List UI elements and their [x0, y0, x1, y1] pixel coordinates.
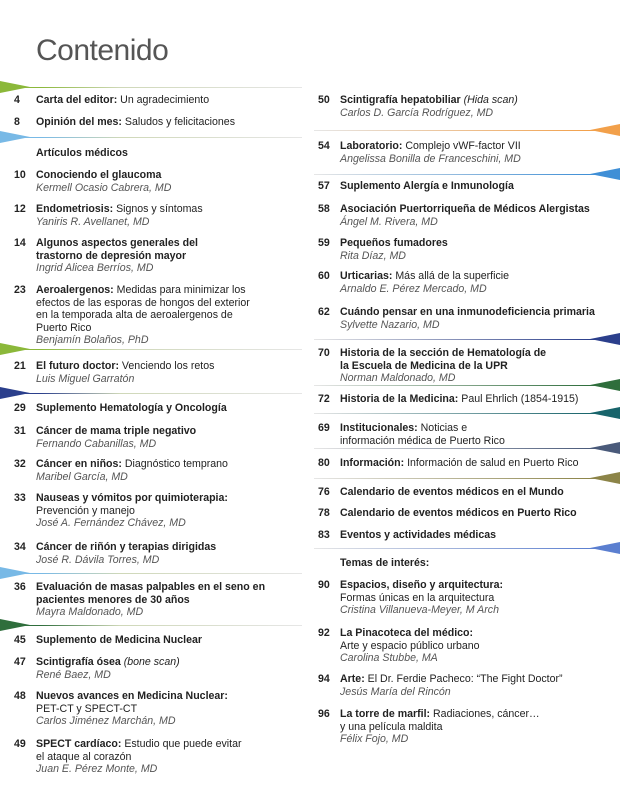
entry-line: Formas únicas en la arquitectura [340, 591, 495, 604]
entry-title: Cáncer en niños: [36, 458, 122, 470]
entry-body [36, 492, 301, 530]
entry-heading [340, 306, 610, 319]
entry-subtitle: Venciendo los retos [118, 360, 215, 372]
entry-body [340, 140, 610, 165]
entry-title: Información: [340, 457, 405, 469]
entry-heading [36, 169, 301, 182]
entry-body [36, 634, 301, 647]
entry-author: Carlos D. García Rodríguez, MD [340, 106, 494, 119]
entry-heading [36, 237, 301, 250]
entry-title: Opinión del mes: [36, 116, 122, 128]
entry-heading [36, 541, 301, 554]
entry-body [36, 425, 301, 450]
entry-body [36, 284, 301, 347]
entry-heading [340, 393, 610, 406]
color-tab [590, 168, 620, 180]
page-number: 78 [318, 507, 330, 519]
section-heading: Artículos médicos [36, 147, 128, 159]
entry-subtitle: Complejo vWF-factor VII [402, 140, 521, 152]
page-number: 49 [14, 738, 26, 750]
entry-subtitle: Medidas para minimizar los [113, 284, 246, 296]
entry-author: Sylvette Nazario, MD [340, 318, 440, 331]
entry-title: Evaluación de masas palpables en el seno en [36, 581, 266, 593]
entry-author: José A. Fernández Chávez, MD [36, 517, 186, 529]
entry-title: SPECT cardíaco: [36, 738, 122, 750]
color-tab [0, 343, 30, 355]
entry-author: Maribel García, MD [36, 470, 128, 483]
color-tab [590, 333, 620, 345]
divider [0, 137, 302, 138]
entry-author: Carolina Stubbe, MA [340, 652, 438, 664]
entry-body [36, 94, 301, 107]
entry-author: René Baez, MD [36, 668, 111, 681]
entry-author: Fernando Cabanillas, MD [36, 437, 157, 450]
section-heading: Temas de interés: [340, 557, 430, 569]
entry-body [36, 169, 301, 194]
color-tab [0, 567, 30, 579]
page-number: 69 [318, 422, 330, 434]
entry-heading [340, 347, 610, 360]
entry-title: Institucionales: [340, 422, 418, 434]
page-number: 76 [318, 486, 330, 498]
entry-heading [36, 634, 301, 647]
page-title: Contenido [36, 34, 169, 67]
page-number: 21 [14, 360, 26, 372]
page-number: 59 [318, 237, 330, 249]
entry-subtitle: (bone scan) [120, 656, 180, 668]
entry-heading [340, 708, 610, 721]
entry-author: Luis Miguel Garratón [36, 372, 135, 385]
page-number: 94 [318, 673, 330, 685]
entry-body [340, 579, 610, 617]
page-number: 12 [14, 203, 26, 215]
entry-body [36, 116, 301, 129]
entry-heading [36, 738, 301, 751]
entry-title: La Pinacoteca del médico: [340, 627, 474, 639]
page-number: 58 [318, 203, 330, 215]
entry-subtitle: (Hida scan) [460, 94, 518, 106]
divider [314, 339, 620, 340]
entry-title: Asociación Puertorriqueña de Médicos Alergistas [340, 203, 590, 215]
entry-title: Cáncer de riñón y terapias dirigidas [36, 541, 217, 553]
entry-title: Suplemento Hematología y Oncología [36, 402, 227, 414]
entry-body [340, 457, 610, 470]
entry-author: Ángel M. Rivera, MD [340, 215, 438, 228]
entry-body [36, 237, 301, 275]
entry-title: Scintigrafía hepatobiliar [340, 94, 461, 106]
page-number: 4 [14, 94, 20, 106]
entry-title: Arte: [340, 673, 365, 685]
entry-heading [36, 116, 301, 129]
entry-author: Angelissa Bonilla de Franceschini, MD [340, 152, 521, 165]
page-number: 92 [318, 627, 330, 639]
color-tab [0, 387, 30, 399]
entry-line: el ataque al corazón [36, 750, 132, 763]
color-tab [0, 81, 30, 93]
entry-title: Eventos y actividades médicas [340, 529, 497, 541]
entry-body [340, 507, 610, 520]
entry-title: Carta del editor: [36, 94, 118, 106]
entry-heading [36, 656, 301, 669]
entry-title: Calendario de eventos médicos en el Mundo [340, 486, 564, 498]
entry-heading [340, 180, 610, 193]
entry-author: Rita Díaz, MD [340, 249, 406, 262]
entry-heading [340, 579, 610, 592]
entry-title: Espacios, diseño y arquitectura: [340, 579, 504, 591]
entry-title: Aeroalergenos: [36, 284, 114, 296]
entry-subtitle: Radiaciones, cáncer… [430, 708, 540, 720]
entry-line: y una película maldita [340, 720, 443, 733]
entry-line: Arte y espacio público urbano [340, 639, 480, 652]
entry-line: pacientes menores de 30 años [36, 593, 190, 606]
entry-author: Juan E. Pérez Monte, MD [36, 763, 158, 775]
entry-author: Cristina Villanueva-Meyer, M Arch [340, 604, 499, 616]
entry-subtitle: Paul Ehrlich (1854-1915) [458, 393, 579, 405]
entry-author: Jesús María del Rincón [340, 685, 451, 698]
entry-heading [340, 422, 610, 435]
entry-heading [340, 673, 610, 686]
entry-title: Conociendo el glaucoma [36, 169, 162, 181]
divider [0, 349, 302, 350]
entry-title: Pequeños fumadores [340, 237, 448, 249]
divider [314, 478, 620, 479]
entry-title: La torre de marfil: [340, 708, 431, 720]
page-number: 72 [318, 393, 330, 405]
entry-author: Mayra Maldonado, MD [36, 606, 144, 618]
entry-title: Historia de la sección de Hematología de [340, 347, 547, 359]
entry-heading [36, 581, 301, 594]
color-tab [0, 619, 30, 631]
entry-author: Norman Maldonado, MD [340, 372, 456, 384]
page-number: 8 [14, 116, 20, 128]
entry-line: Prevención y manejo [36, 504, 135, 517]
page-number: 32 [14, 458, 26, 470]
entry-line: efectos de las esporas de hongos del exterior [36, 296, 250, 309]
color-tab [590, 542, 620, 554]
divider [314, 174, 620, 175]
entry-body [340, 673, 610, 698]
page-number: 60 [318, 270, 330, 282]
entry-line: información médica de Puerto Rico [340, 434, 505, 447]
entry-line: en la temporada alta de aeroalergenos de [36, 309, 233, 321]
page-number: 50 [318, 94, 330, 106]
entry-line: Puerto Rico [36, 321, 92, 334]
divider [314, 385, 620, 386]
divider [314, 413, 620, 414]
entry-title: El futuro doctor: [36, 360, 119, 372]
entry-heading [340, 507, 610, 520]
entry-body [340, 306, 610, 331]
entry-body [340, 627, 610, 665]
entry-heading [340, 486, 610, 499]
entry-body [36, 402, 301, 415]
entry-body [36, 360, 301, 385]
entry-heading [340, 270, 610, 283]
entry-body [340, 708, 610, 746]
entry-subtitle: Información de salud en Puerto Rico [404, 457, 579, 469]
entry-body [340, 486, 610, 499]
entry-author: José R. Dávila Torres, MD [36, 553, 160, 566]
entry-heading [36, 492, 301, 505]
entry-subtitle: Saludos y felicitaciones [121, 116, 235, 128]
entry-subtitle: El Dr. Ferdie Pacheco: “The Fight Doctor” [364, 673, 563, 685]
entry-heading [36, 94, 301, 107]
entry-body [36, 738, 301, 776]
entry-subtitle: Estudio que puede evitar [121, 738, 242, 750]
entry-body [340, 347, 610, 385]
divider [314, 548, 620, 549]
entry-body [340, 180, 610, 193]
entry-body [36, 690, 301, 728]
page-number: 10 [14, 169, 26, 181]
entry-title: Scintigrafía ósea [36, 656, 121, 668]
entry-title: Historia de la Medicina: [340, 393, 459, 405]
page-number: 36 [14, 581, 26, 593]
entry-author: Kermell Ocasio Cabrera, MD [36, 181, 172, 194]
entry-author: Benjamín Bolaños, PhD [36, 334, 149, 346]
entry-heading [36, 360, 301, 373]
entry-heading [340, 237, 610, 250]
entry-subtitle: Signos y síntomas [113, 203, 203, 215]
entry-heading [340, 529, 610, 542]
entry-author: Félix Fojo, MD [340, 733, 409, 745]
color-tab [590, 124, 620, 136]
entry-title: Algunos aspectos generales del [36, 237, 198, 249]
entry-body [36, 581, 301, 619]
entry-title: Calendario de eventos médicos en Puerto Rico [340, 507, 577, 519]
entry-heading [340, 457, 610, 470]
page-number: 57 [318, 180, 330, 192]
color-tab [590, 407, 620, 419]
entry-heading [36, 402, 301, 415]
page-number: 29 [14, 402, 26, 414]
entry-line: trastorno de depresión mayor [36, 249, 187, 262]
entry-body [36, 541, 301, 566]
entry-title: Urticarias: [340, 270, 393, 282]
entry-body [340, 270, 610, 295]
color-tab [0, 131, 30, 143]
page-number: 31 [14, 425, 26, 437]
entry-title: Cuándo pensar en una inmunodeficiencia primaria [340, 306, 595, 318]
entry-heading [340, 203, 610, 216]
entry-author: Yaniris R. Avellanet, MD [36, 215, 150, 228]
divider [314, 130, 620, 131]
entry-title: Nuevos avances en Medicina Nuclear: [36, 690, 228, 702]
entry-heading [340, 140, 610, 153]
page-number: 62 [318, 306, 330, 318]
entry-line: PET-CT y SPECT-CT [36, 702, 138, 715]
divider [0, 393, 302, 394]
page-number: 48 [14, 690, 26, 702]
page-number: 80 [318, 457, 330, 469]
entry-title: Suplemento Alergía e Inmunología [340, 180, 514, 192]
entry-author: Ingrid Alicea Berríos, MD [36, 262, 154, 274]
page-number: 83 [318, 529, 330, 541]
page-number: 47 [14, 656, 26, 668]
color-tab [590, 472, 620, 484]
page-number: 54 [318, 140, 330, 152]
entry-heading [340, 94, 610, 107]
entry-subtitle: Un agradecimiento [117, 94, 210, 106]
entry-body [36, 656, 301, 681]
entry-body [340, 529, 610, 542]
entry-subtitle: Diagnóstico temprano [121, 458, 228, 470]
entry-title: Suplemento de Medicina Nuclear [36, 634, 203, 646]
page-number: 23 [14, 284, 26, 296]
entry-heading [36, 690, 301, 703]
page-number: 90 [318, 579, 330, 591]
entry-subtitle: Más allá de la superficie [392, 270, 509, 282]
entry-heading [36, 458, 301, 471]
entry-title: Cáncer de mama triple negativo [36, 425, 197, 437]
entry-author: Arnaldo E. Pérez Mercado, MD [340, 282, 487, 295]
page-number: 70 [318, 347, 330, 359]
entry-title: Nauseas y vómitos por quimioterapia: [36, 492, 228, 504]
entry-heading [36, 203, 301, 216]
page-number: 33 [14, 492, 26, 504]
page-number: 14 [14, 237, 26, 249]
entry-body [340, 237, 610, 262]
entry-title: Laboratorio: [340, 140, 403, 152]
entry-heading [36, 425, 301, 438]
entry-line: la Escuela de Medicina de la UPR [340, 359, 508, 372]
entry-subtitle: Noticias e [417, 422, 468, 434]
divider [0, 625, 302, 626]
entry-body [36, 458, 301, 483]
entry-body [340, 94, 610, 119]
page-number: 34 [14, 541, 26, 553]
entry-body [340, 393, 610, 406]
entry-body [36, 203, 301, 228]
entry-heading [340, 627, 610, 640]
divider [0, 87, 302, 88]
page-number: 96 [318, 708, 330, 720]
entry-body [340, 203, 610, 228]
page-number: 45 [14, 634, 26, 646]
entry-heading [36, 284, 301, 297]
entry-title: Endometriosis: [36, 203, 114, 215]
divider [314, 448, 620, 449]
divider [0, 573, 302, 574]
entry-author: Carlos Jiménez Marchán, MD [36, 715, 176, 727]
entry-body [340, 422, 610, 447]
